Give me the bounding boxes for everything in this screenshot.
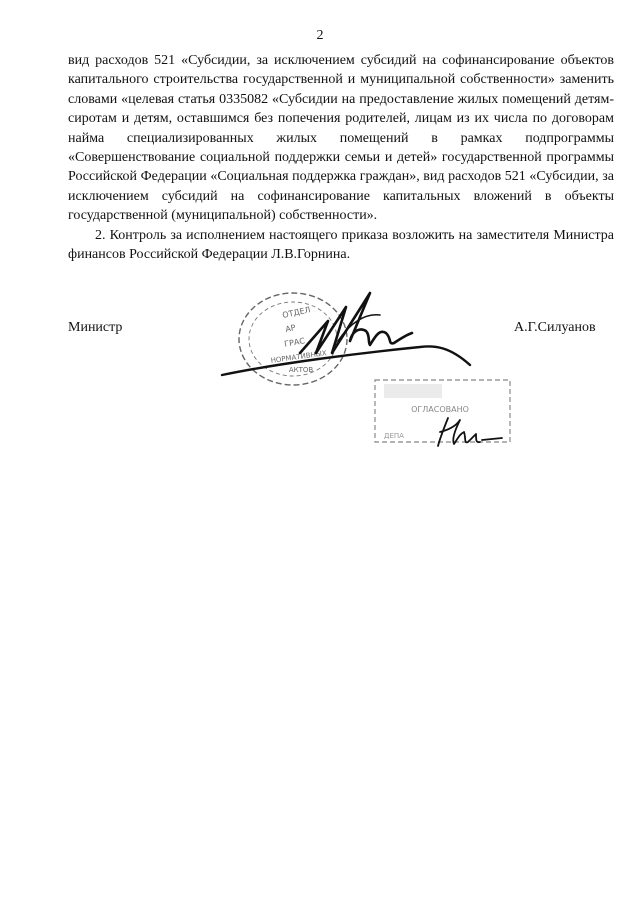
svg-text:ОТДЕЛ: ОТДЕЛ (281, 305, 312, 320)
paragraph-2: 2. Контроль за исполнением настоящего приказа возложить на заместителя Министра финансов Российской Федерации Л.В.Горнина. (68, 227, 614, 263)
page-number: 2 (316, 28, 324, 43)
signatory-role: Министр (68, 320, 123, 335)
signatory-name: А.Г.Силуанов (514, 320, 596, 335)
svg-text:ДЕПА: ДЕПА (384, 432, 404, 440)
svg-text:НОРМАТИВНЫХ: НОРМАТИВНЫХ (270, 349, 328, 365)
document-body (68, 51, 614, 264)
paragraph-1: вид расходов 521 «Субсидии, за исключением субсидий на софинансирование объектов капитального строительства государственной и муниципальной собственности» заменить словами «целевая статья 0335082 «Субсидии на предоставление жилых помещений детям-сиротам и детям, оставшимся без попечения родителей, лицам из их числа по договорам найма специализированных жилых помещений в рамках подпрограммы «Совершенствование социальной поддержки семьи и детей» государственной программы Российской Федерации «Социальная поддержка граждан», вид расходов 521 «Субсидии, за исключением субсидий на софинансирование капитальных вложений в объекты государственной (муниципальной) собственности». (68, 53, 614, 224)
svg-text:ГРАС: ГРАС (283, 336, 306, 349)
initials-signature (430, 410, 510, 455)
svg-text:ОГЛАСОВАНО: ОГЛАСОВАНО (411, 405, 469, 414)
svg-text:АР: АР (284, 323, 297, 335)
svg-text:АКТОВ: АКТОВ (288, 366, 314, 374)
